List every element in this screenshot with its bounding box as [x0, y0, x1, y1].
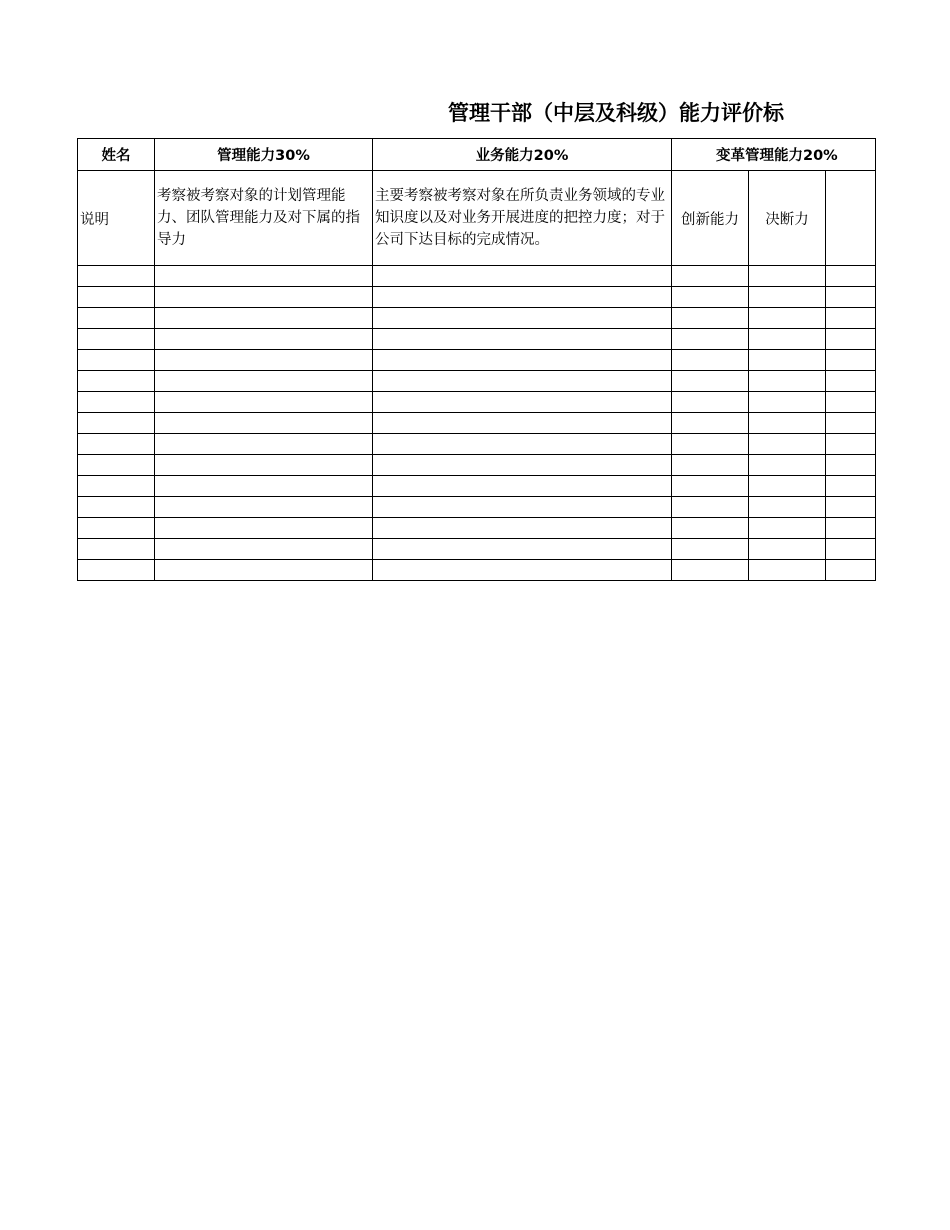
table-cell[interactable]	[78, 308, 155, 329]
table-cell[interactable]	[155, 392, 373, 413]
table-cell[interactable]	[826, 560, 876, 581]
table-cell[interactable]	[373, 413, 672, 434]
table-cell[interactable]	[672, 560, 749, 581]
table-cell[interactable]	[749, 434, 826, 455]
table-cell[interactable]	[672, 371, 749, 392]
table-row	[78, 560, 876, 581]
evaluation-table-viewport	[77, 138, 838, 580]
table-cell[interactable]	[155, 518, 373, 539]
table-cell[interactable]	[672, 266, 749, 287]
header-name[interactable]: 姓名	[78, 139, 155, 171]
table-cell[interactable]	[826, 371, 876, 392]
table-cell[interactable]	[373, 371, 672, 392]
table-cell[interactable]	[672, 476, 749, 497]
table-cell[interactable]	[155, 329, 373, 350]
table-row	[78, 476, 876, 497]
clipped-cell[interactable]	[826, 171, 876, 266]
table-cell[interactable]	[78, 434, 155, 455]
page-title: 管理干部（中层及科级）能力评价标	[448, 101, 784, 125]
table-cell[interactable]	[672, 287, 749, 308]
table-cell[interactable]	[155, 455, 373, 476]
table-cell[interactable]	[78, 539, 155, 560]
table-cell[interactable]	[155, 266, 373, 287]
table-cell[interactable]	[672, 434, 749, 455]
table-row	[78, 287, 876, 308]
table-cell[interactable]	[749, 476, 826, 497]
table-cell[interactable]	[155, 371, 373, 392]
table-cell[interactable]	[155, 287, 373, 308]
table-cell[interactable]	[78, 266, 155, 287]
description-row	[78, 171, 876, 266]
table-cell[interactable]	[155, 413, 373, 434]
table-cell[interactable]	[826, 413, 876, 434]
table-cell[interactable]	[749, 392, 826, 413]
table-row	[78, 266, 876, 287]
table-cell[interactable]	[78, 476, 155, 497]
header-row	[78, 139, 876, 171]
table-cell[interactable]	[826, 434, 876, 455]
table-cell[interactable]	[78, 371, 155, 392]
table-cell[interactable]	[826, 518, 876, 539]
table-cell[interactable]	[78, 560, 155, 581]
table-cell[interactable]	[78, 455, 155, 476]
table-cell[interactable]	[373, 476, 672, 497]
table-cell[interactable]	[78, 497, 155, 518]
table-cell[interactable]	[373, 518, 672, 539]
header-reform[interactable]: 变革管理能力20%	[672, 139, 876, 171]
table-row	[78, 539, 876, 560]
table-row	[78, 308, 876, 329]
table-cell[interactable]	[749, 308, 826, 329]
table-cell[interactable]	[672, 392, 749, 413]
table-row	[78, 371, 876, 392]
table-cell[interactable]	[749, 350, 826, 371]
table-cell[interactable]	[826, 539, 876, 560]
table-cell[interactable]	[78, 518, 155, 539]
table-cell[interactable]	[672, 518, 749, 539]
table-cell[interactable]	[672, 413, 749, 434]
table-cell[interactable]	[373, 287, 672, 308]
table-cell[interactable]	[373, 455, 672, 476]
header-business[interactable]: 业务能力20%	[373, 139, 672, 171]
table-cell[interactable]	[155, 434, 373, 455]
table-cell[interactable]	[78, 350, 155, 371]
table-cell[interactable]	[749, 518, 826, 539]
table-cell[interactable]	[749, 266, 826, 287]
table-cell[interactable]	[672, 455, 749, 476]
table-cell[interactable]	[78, 413, 155, 434]
table-cell[interactable]	[373, 497, 672, 518]
table-cell[interactable]	[78, 287, 155, 308]
table-cell[interactable]	[749, 497, 826, 518]
table-cell[interactable]	[155, 308, 373, 329]
table-cell[interactable]	[749, 455, 826, 476]
table-cell[interactable]	[155, 476, 373, 497]
table-row	[78, 392, 876, 413]
management-description[interactable]: 考察被考察对象的计划管理能力、团队管理能力及对下属的指导力	[155, 171, 373, 266]
table-cell[interactable]	[672, 329, 749, 350]
table-cell[interactable]	[373, 266, 672, 287]
table-row	[78, 413, 876, 434]
table-cell[interactable]	[672, 350, 749, 371]
table-cell[interactable]	[672, 539, 749, 560]
table-cell[interactable]	[826, 497, 876, 518]
table-row	[78, 455, 876, 476]
table-row	[78, 434, 876, 455]
table-cell[interactable]	[749, 287, 826, 308]
table-cell[interactable]	[155, 497, 373, 518]
table-cell[interactable]	[826, 476, 876, 497]
table-cell[interactable]	[155, 350, 373, 371]
business-description[interactable]: 主要考察被考察对象在所负责业务领域的专业知识度以及对业务开展进度的把控力度；对于公司下达目标的完成情况。	[373, 171, 672, 266]
table-cell[interactable]	[373, 350, 672, 371]
table-row	[78, 329, 876, 350]
table-cell[interactable]	[826, 329, 876, 350]
table-cell[interactable]	[373, 308, 672, 329]
evaluation-table	[77, 138, 876, 581]
header-management[interactable]: 管理能力30%	[155, 139, 373, 171]
table-cell[interactable]	[749, 371, 826, 392]
table-cell[interactable]	[749, 539, 826, 560]
table-cell[interactable]	[826, 308, 876, 329]
table-cell[interactable]	[155, 539, 373, 560]
table-cell[interactable]	[826, 350, 876, 371]
innovation-label[interactable]: 创新能力	[672, 171, 749, 266]
decisiveness-label[interactable]: 决断力	[749, 171, 826, 266]
table-row	[78, 497, 876, 518]
table-cell[interactable]	[672, 308, 749, 329]
table-cell[interactable]	[826, 287, 876, 308]
table-cell[interactable]	[373, 539, 672, 560]
table-cell[interactable]	[826, 455, 876, 476]
table-cell[interactable]	[672, 497, 749, 518]
table-cell[interactable]	[373, 560, 672, 581]
table-cell[interactable]	[749, 329, 826, 350]
table-cell[interactable]	[78, 392, 155, 413]
table-cell[interactable]	[749, 560, 826, 581]
description-label[interactable]: 说明	[78, 171, 155, 266]
table-cell[interactable]	[373, 434, 672, 455]
table-cell[interactable]	[155, 560, 373, 581]
table-row	[78, 350, 876, 371]
table-cell[interactable]	[373, 392, 672, 413]
table-cell[interactable]	[749, 413, 826, 434]
table-cell[interactable]	[78, 329, 155, 350]
table-row	[78, 518, 876, 539]
table-cell[interactable]	[826, 266, 876, 287]
table-cell[interactable]	[373, 329, 672, 350]
table-cell[interactable]	[826, 392, 876, 413]
